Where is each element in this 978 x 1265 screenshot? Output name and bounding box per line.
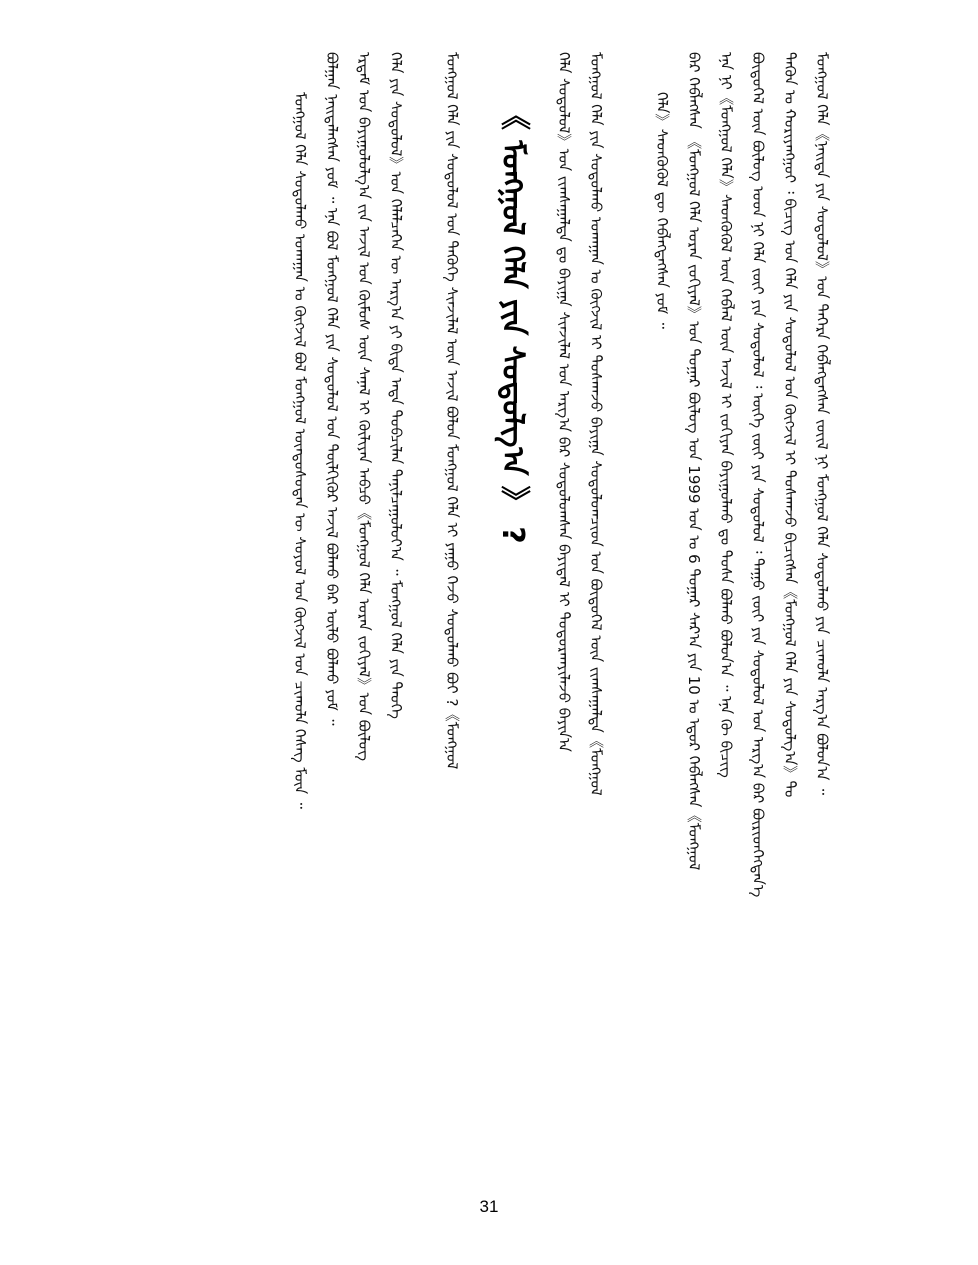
text-column-10: ᠬᠡᠯᠡ ᠶᠢᠨ ᠰᠤᠳᠤᠯᠤᠯ》ᠤᠨ ᠬᠡᠯᠡᠯᠴᠡᠭᠡᠨ ᠦ ᠠᠷᠭ᠎ᠠ ᠶᠢ ᠪᠢᠳᠡ ᠡᠨᠳᠡ ᠲᠣᠪᠴᠢᠯᠠᠨ ᠲᠠᠨᠢᠯᠴᠠᠭᠤᠯᠤᠶ᠎ᠠ ᠃ ᠮᠣᠩᠭᠣᠯ ᠬᠡᠯᠡ ᠶᠢᠨ ᠲᠡᠦᠬᠡ: [387, 52, 405, 720]
text-column-11: ᠡᠷᠳᠡᠮ ᠤᠨ ᠪᠠᠶᠢᠭᠤᠯᠤᠯᠭ᠎ᠠ ᠵᠢᠨ ᠠᠵᠢᠯ ᠤᠨ ᠬᠦᠮᠦᠰ ᠦᠨ ᠰᠠᠨᠠᠯ ᠢ ᠬᠦᠯᠢᠶᠡᠨ ᠠᠪᠴᠤ《ᠮᠣᠩᠭᠣᠯ ᠬᠡᠯᠡ ᠤᠷᠠᠨ ᠵᠣᠬᠢᠶᠠᠯ》ᠤᠨ ᠪᠦᠯᠦᠭ: [355, 52, 373, 762]
text-column-12: ᠪᠣᠯᠭᠠᠨ ᠨᠡᠢᠲᠡᠯᠡᠭᠰᠡᠨ ᠶᠤᠮ ᠃ ᠡᠨᠡ ᠪᠣᠯ ᠮᠣᠩᠭᠣᠯ ᠬᠡᠯᠡ ᠶᠢᠨ ᠰᠤᠳᠤᠯᠤᠯ ᠤᠨ ᠲᠦᠯᠬᠢᠭᠦᠷ ᠠᠵᠢᠯ ᠪᠣᠯᠬᠤ ᠪᠠᠷ ᠦᠯᠦ ᠪᠣᠯᠬᠤ ᠶᠤᠮ ᠃: [323, 52, 341, 726]
section-heading: 《 ᠮᠣᠩᠭᠣᠯ ᠬᠡᠯᠡ ᠶᠢᠨ ᠰᠤᠳᠤᠯᠭ᠎ᠠ 》 ?: [495, 100, 530, 544]
text-column-7: ᠮᠣᠩᠭᠣᠯ ᠬᠡᠯᠡ ᠶᠢᠨ ᠰᠤᠳᠤᠯᠬᠤ ᠤᠬᠠᠭᠠᠨ ᠤ ᠬᠥᠭᠵᠢᠯ ᠢ ᠲᠤᠰᠬᠠᠵᠤ ᠪᠠᠶᠢᠭᠠ ᠰᠤᠳᠤᠯᠤᠭᠴᠢᠳ ᠤᠨ ᠪᠦᠲᠦᠭᠡᠯ ᠦᠨ ᠵᠢᠭᠰᠠᠭᠠᠯᠲᠠ《ᠮᠣᠩᠭᠣᠯ: [587, 52, 605, 796]
text-column-2: ᠲᠡᠭᠦᠨ ᠤ ᠬᠤᠷᠢᠶᠠᠩᠭᠤᠢ ᠄ ᠪᠢᠴᠢᠭ ᠤᠨ ᠬᠡᠯᠡ ᠶᠢᠨ ᠰᠤᠳᠤᠯᠤᠯ ᠤᠨ ᠬᠥᠭᠵᠢᠯ ᠢ ᠲᠤᠰᠬᠠᠵᠤ ᠪᠢᠴᠢᠭᠰᠡᠨ《ᠮᠣᠩᠭᠣᠯ ᠬᠡᠯᠡ ᠶᠢᠨ ᠰᠤᠳᠤᠯᠭ᠎ᠠ》ᠲᠤ: [781, 52, 799, 798]
page-number: 31: [479, 1197, 499, 1216]
text-column-9: ᠮᠣᠩᠭᠣᠯ ᠬᠡᠯᠡ ᠶᠢᠨ ᠰᠤᠳᠤᠯᠤᠯ ᠤᠨ ᠲᠡᠭᠦᠬᠡ ᠰᠢᠨᠵᠢᠯᠡᠯ ᠦᠨ ᠠᠵᠢᠯ ᠪᠣᠯᠤᠨ ᠮᠣᠩᠭᠣᠯ ᠬᠡᠯᠡ ᠢ ᠶᠠᠭᠤ ᠭᠡᠵᠦ ᠰᠤᠳᠤᠯᠬᠤ ᠪᠣᠢ ?《ᠮᠣᠩᠭᠣᠯ: [443, 52, 461, 770]
text-column-13: ᠮᠣᠩᠭᠣᠯ ᠬᠡᠯᠡ ᠰᠤᠳᠤᠯᠬᠤ ᠤᠬᠠᠭᠠᠨ ᠤ ᠬᠥᠭᠵᠢᠯ ᠪᠣᠯ ᠮᠣᠩᠭᠣᠯ ᠦᠨᠳᠦᠰᠦᠲᠡᠨ ᠦ ᠰᠣᠶᠣᠯ ᠤᠨ ᠬᠥᠭᠵᠢᠯ ᠤᠨ ᠴᠢᠬᠤᠯᠠ ᠬᠡᠰᠡᠭ ᠮᠥᠨ ᠃: [291, 92, 309, 809]
text-column-1: ᠮᠣᠩᠭᠣᠯ ᠬᠡᠯᠡ《ᠨᠡᠢᠲᠡ ᠶᠢᠨ ᠰᠤᠳᠤᠯᠤᠯ》ᠤᠨ ᠳᠡᠭᠡᠷᠡ ᠬᠡᠪᠯᠡᠭᠳᠡᠭᠰᠡᠨ ᠵᠦᠢᠯ ᠨᠢ ᠮᠣᠩᠭᠣᠯ ᠬᠡᠯᠡ ᠰᠤᠳᠤᠯᠬᠤ ᠶᠢᠨ ᠴᠢᠬᠤᠯᠠ ᠠᠷᠭ᠎ᠠ ᠪᠣᠯᠤᠨ᠎ᠠ ᠃: [813, 52, 831, 796]
text-column-4: ᠡᠨᠡ ᠨᠢ《ᠮᠣᠩᠭᠣᠯ ᠬᠡᠯᠡ》ᠰᠡᠳᠬᠦᠭᠦᠯ ᠦᠨ ᠬᠡᠪᠯᠡᠯ ᠦᠨ ᠠᠵᠢᠯ ᠢ ᠵᠣᠬᠢᠶᠠᠨ ᠪᠠᠶᠢᠭᠤᠯᠬᠤ ᠳᠤ ᠲᠤᠰᠠ ᠪᠣᠯᠬᠤ ᠪᠣᠯᠤᠨ᠎ᠠ ᠃ ᠡᠨᠡ ᠬᠦ ᠪᠢᠴᠢᠭ: [717, 52, 735, 778]
text-column-5: ᠪᠠᠷ ᠬᠡᠪᠯᠡᠭᠰᠡᠨ 《ᠮᠣᠩᠭᠣᠯ ᠬᠡᠯᠡ ᠤᠷᠠᠨ ᠵᠣᠬᠢᠶᠠᠯ》ᠤᠨ ᠳᠤᠭᠠᠷ ᠪᠦᠯᠦᠭ ᠤᠨ 1999 ᠣᠨ ᠤ 6 ᠳᠤᠭᠠᠷ ᠰᠠᠷ᠎ᠠ ᠶᠢᠨ 10 ᠤ ᠡᠳᠦᠷ ᠬᠡᠪᠯᠡᠭᠰᠡᠨ《ᠮᠣᠩᠭᠣᠯ: [685, 52, 703, 871]
text-column-3: ᠪᠦᠲᠦᠭᠡᠯ ᠦᠨ ᠪᠦᠯᠦᠭ ᠤᠳ ᠨᠢ ᠬᠡᠯᠡ ᠵᠦᠢ ᠶᠢᠨ ᠰᠤᠳᠤᠯᠤᠯ ᠄ ᠦᠭᠡ ᠵᠦᠢ ᠶᠢᠨ ᠰᠤᠳᠤᠯᠤᠯ ᠄ ᠳᠠᠭᠤ ᠵᠦᠢ ᠶᠢᠨ ᠰᠤᠳᠤᠯᠤᠯ ᠤᠨ ᠠᠷᠭ᠎ᠠ ᠪᠠᠷ ᠪᠦᠷᠢᠳᠬᠡᠭᠳᠡᠨ᠎ᠡ: [749, 52, 767, 898]
text-column-6: ᠬᠡᠯᠡ》ᠰᠡᠳᠬᠦᠭᠦᠯ ᠳᠦ ᠬᠡᠪᠯᠡᠭᠳᠡᠭᠰᠡᠨ ᠶᠤᠮ ᠃: [653, 92, 671, 329]
text-column-8: ᠬᠡᠯᠡ ᠰᠤᠳᠤᠯᠤᠯ》ᠤᠨ ᠵᠢᠭᠰᠠᠭᠠᠯᠲᠠ ᠳᠤ ᠪᠠᠶᠢᠭᠠ ᠰᠢᠨᠵᠢᠯᠡᠯ ᠤᠨ ᠠᠷᠭ᠎ᠠ ᠪᠠᠷ ᠰᠤᠳᠤᠯᠤᠭᠰᠠᠨ ᠪᠠᠶᠢᠳᠠᠯ ᠢ ᠲᠣᠳᠣᠷᠬᠠᠶᠢᠯᠠᠵᠤ ᠪᠠᠶᠢᠨ᠎ᠠ: [555, 52, 573, 752]
body-text: [112, 52, 832, 1187]
